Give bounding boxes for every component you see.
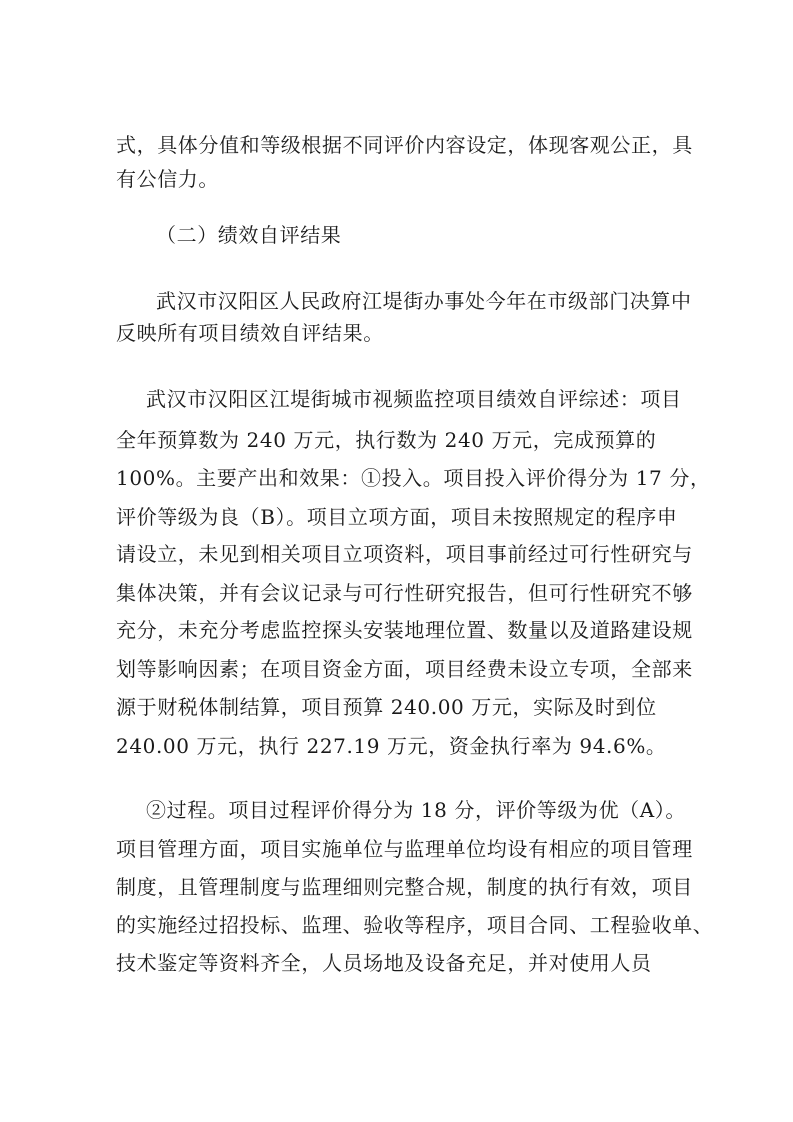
text-line: 240.00 万元，执行 227.19 万元，资金执行率为 94.6%。: [116, 734, 667, 758]
text-line: 武汉市汉阳区江堤街城市视频监控项目绩效自评综述：项目: [146, 387, 682, 411]
text-line: 式，具体分值和等级根据不同评价内容设定，体现客观公正，具: [116, 133, 693, 157]
text-line: 项目管理方面，项目实施单位与监理单位均设有相应的项目管理: [116, 837, 693, 861]
text-line: 制度，且管理制度与监理细则完整合规，制度的执行有效，项目: [116, 875, 693, 899]
text-line: 源于财税体制结算，项目预算 240.00 万元，实际及时到位: [116, 695, 657, 719]
text-line: 技术鉴定等资料齐全，人员场地及设备充足，并对使用人员: [116, 951, 652, 975]
text-line: 反映所有项目绩效自评结果。: [116, 321, 384, 345]
text-line: 充分，未充分考虑监控探头安装地理位置、数量以及道路建设规: [116, 618, 693, 642]
text-line: ②过程。项目过程评价得分为 18 分，评价等级为优（A）。: [146, 798, 687, 822]
text-line: 有公信力。: [116, 167, 219, 191]
text-line: 武汉市汉阳区人民政府江堤街办事处今年在市级部门决算中: [156, 289, 692, 313]
text-line: 评价等级为良（B）。项目立项方面，项目未按照规定的程序申: [116, 505, 678, 529]
text-line: 集体决策，并有会议记录与可行性研究报告，但可行性研究不够: [116, 581, 693, 605]
text-line: 全年预算数为 240 万元，执行数为 240 万元，完成预算的: [116, 428, 657, 452]
text-line: 请设立，未见到相关项目立项资料，项目事前经过可行性研究与: [116, 542, 693, 566]
text-line: 划等影响因素；在项目资金方面，项目经费未设立专项，全部来: [116, 657, 693, 681]
section-heading: （二）绩效自评结果: [156, 223, 342, 247]
text-line: 的实施经过招投标、监理、验收等程序，项目合同、工程验收单、: [116, 913, 714, 937]
text-line: 100%。主要产出和效果：①投入。项目投入评价得分为 17 分，: [116, 466, 711, 490]
